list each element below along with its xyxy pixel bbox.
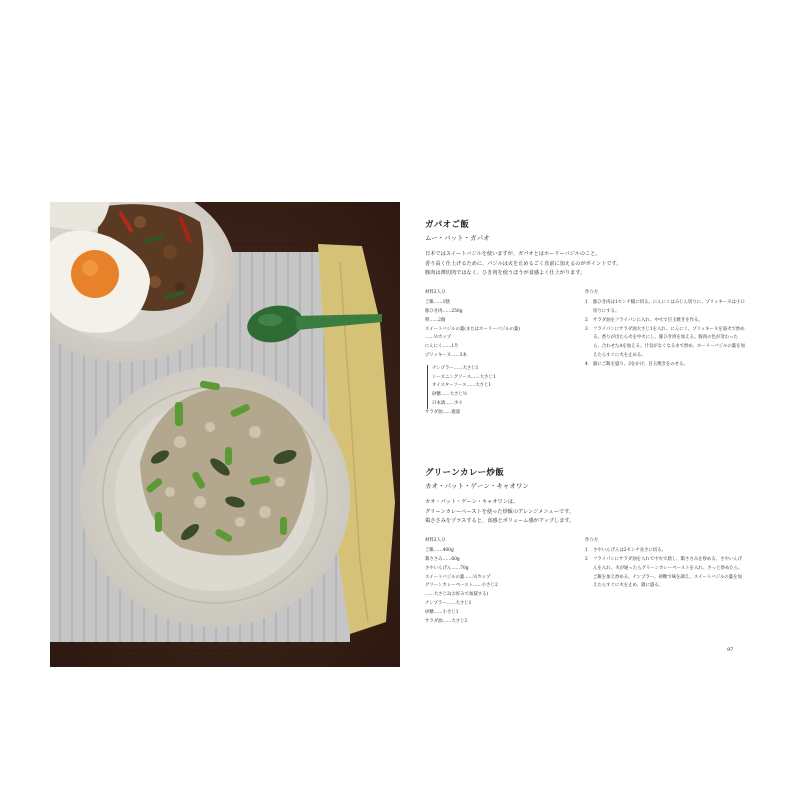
recipe-green-curry: [425, 466, 745, 626]
sauce-item: 日本酒……少々: [432, 401, 463, 407]
recipe-intro: [425, 498, 745, 527]
ingredient-item: グリーンカレーペースト……小さじ2: [425, 583, 498, 589]
step-number: 2: [585, 557, 588, 563]
ingredients-label: 材料2人分: [425, 289, 446, 295]
ingredient-item: さやいんげん……70g: [425, 565, 469, 571]
ingredient-item: スイートバジルの葉(またはホーリーバジルの葉): [425, 326, 521, 332]
ingredient-item: サラダ油……大さじ2: [425, 618, 468, 624]
ingredient-item: にんにく……1片: [425, 344, 459, 350]
intro-line: 豚肉は薄切肉ではなく、ひき肉を使うほうが食感よく仕上がります。: [425, 270, 586, 276]
step-text: サラダ油をフライパンに入れ、中火で目玉焼きを作る。: [593, 317, 703, 323]
steps-label: 作り方: [585, 289, 599, 295]
step-item: [585, 326, 745, 361]
ingredient-item: ……大さじ2(お好みで加減する): [425, 592, 489, 598]
step-number: 4: [585, 361, 588, 367]
step-item: [585, 317, 745, 326]
recipe-subtitle: ムー・バット・ガパオ: [425, 234, 490, 242]
steps-list: [585, 537, 745, 627]
step-item: [585, 547, 745, 556]
step-item: [585, 361, 745, 370]
recipe-gapao: [425, 218, 745, 418]
ingredient-item: ……½カップ: [425, 335, 452, 341]
ingredient-item: ご飯……400g: [425, 548, 454, 554]
ingredient-item: サラダ油……適量: [425, 409, 461, 415]
step-text: 豚ひき肉は1センチ幅に切る。にんにくはみじん切りに、プリッキーヌは小口切りにする。: [593, 300, 745, 315]
step-number: 3: [585, 326, 588, 332]
intro-line: グリーンカレーペーストを使った炒飯のアレンジメニューです。: [425, 508, 575, 515]
ingredient-item: プリッキーヌ……3本: [425, 353, 467, 359]
ingredient-item: 卵……2個: [425, 317, 446, 323]
food-photo-illustration: [50, 202, 400, 667]
ingredients-list: [425, 289, 555, 418]
step-number: 1: [585, 548, 588, 554]
step-item: [585, 556, 745, 591]
plate-fried-rice: [80, 367, 350, 627]
recipe-subtitle: カオ・パット・ゲーン・キャオワン: [425, 482, 529, 490]
sauce-item: 砂糖……大さじ½: [432, 392, 467, 398]
recipe-title: ガパオご飯: [425, 220, 470, 230]
step-text: フライパンにサラダ油大さじ1を入れ、にんにく、プリッキーヌを弱火で炒める。香りが出たら火を中火にし、豚ひき肉を加える。豚肉の色が変わったら、合わせたAを加える。汁気がなくなるまで炒め、ホーリーバジルの葉を加えたらすぐに火を止める。: [593, 326, 745, 359]
intro-line: 鶏ささみをプラスすると、食感とボリューム感がアップします。: [425, 518, 575, 524]
intro-line: 香り高く仕上げるために、バジルは火を止めるごく直前に加えるのがポイントです。: [425, 260, 622, 267]
step-text: さやいんげんは2センチ長さに切る。: [593, 548, 667, 554]
recipe-intro: [425, 250, 745, 279]
recipe-title: グリーンカレー炒飯: [425, 468, 505, 478]
ingredients-list: [425, 537, 555, 627]
sauce-item: ナンプラー……大さじ1: [432, 365, 479, 371]
step-item: [585, 299, 745, 317]
ingredients-label: 材料2人分: [425, 537, 446, 543]
sauce-item: オイスターソース……大さじ1: [432, 383, 492, 389]
ingredient-item: スイートバジルの葉……½カップ: [425, 574, 491, 580]
step-text: 器にご飯を盛り、3をかけ、目玉焼きをのせる。: [593, 361, 688, 367]
sauce-item: シーズニングソース……大さじ1: [432, 374, 496, 380]
steps-list: [585, 289, 745, 418]
ingredient-item: ナンプラー……大さじ1: [425, 601, 472, 607]
intro-line: 日本ではスイートバジルを使いますが、ガパオとはホーリーバジルのこと。: [425, 251, 601, 257]
sauce-group: [427, 365, 555, 409]
step-number: 2: [585, 317, 588, 323]
food-photo: [50, 202, 400, 667]
step-text: フライパンにサラダ油を入れて中火で熱し、鶏ささみを炒める。さやいんげんを入れ、火が通ったらグリーンカレーペーストを入れ、さっと炒めたら、ご飯を加え炒める。ナンプラー、砂糖で味を調え、スイートバジルの葉を加えたらすぐに火を止め、器に盛る。: [593, 557, 743, 589]
ingredient-item: 豚ひき肉……250g: [425, 309, 463, 315]
ingredient-item: 砂糖……小さじ1: [425, 609, 459, 615]
page-number: 97: [727, 647, 734, 653]
ingredient-item: ご飯……1膳: [425, 300, 450, 306]
step-number: 1: [585, 300, 588, 306]
intro-line: カオ・パット・ゲーン・キャオワンは、: [425, 499, 519, 505]
ingredient-item: 鶏ささみ……60g: [425, 557, 460, 563]
steps-label: 作り方: [585, 537, 599, 543]
